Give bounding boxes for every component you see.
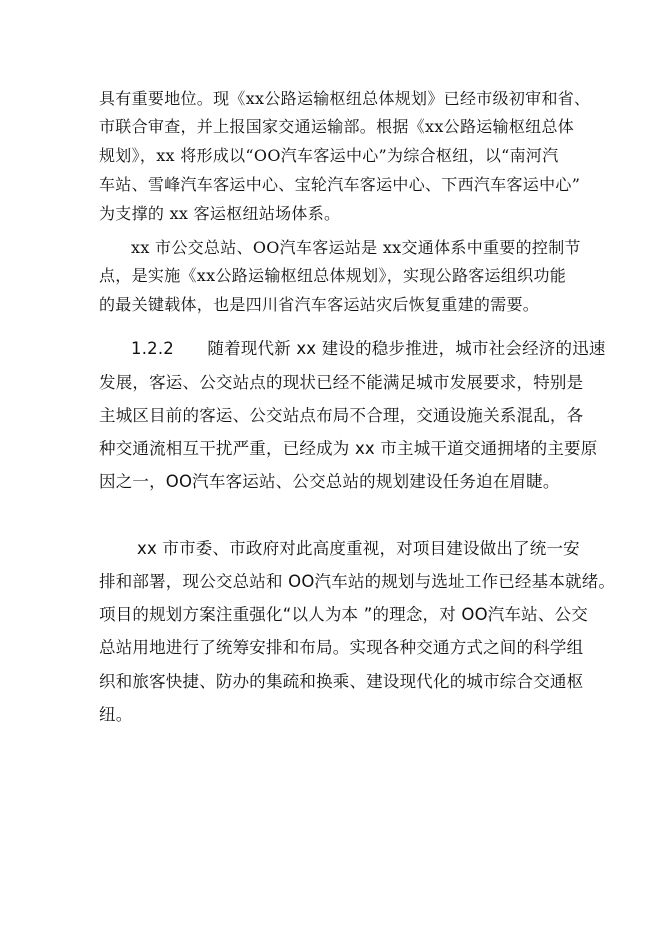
p4-line-1: xx 市市委、市政府对此高度重视，对项目建设做出了统一安 bbox=[137, 539, 580, 558]
p3-line-4: 种交通流相互干扰严重，已经成为 xx 市主城干道交通拥堵的主要原 bbox=[99, 439, 598, 458]
p1-line-5: 为支撑的 xx 客运枢纽站场体系。 bbox=[99, 204, 341, 223]
p4-line-2: 排和部署，现公交总站和 OO汽车站的规划与选址工作已经基本就绪。 bbox=[99, 572, 616, 591]
p2-line-3: 的最关键载体，也是四川省汽车客运站灾后恢复重建的需要。 bbox=[99, 295, 540, 314]
p1-line-2: 市联合审查，并上报国家交通运输部。根据《xx公路运输枢纽总体 bbox=[99, 117, 575, 136]
p1-line-1: 具有重要地位。现《xx公路运输枢纽总体规划》已经市级初审和省、 bbox=[99, 89, 591, 108]
p1-line-3: 规划》，xx 将形成以“OO汽车客运中心”为综合枢纽，以“南河汽 bbox=[99, 146, 559, 165]
p3-line-3: 主城区目前的客运、公交站点布局不合理，交通设施关系混乱，各 bbox=[99, 406, 584, 425]
p4-line-3: 项目的规划方案注重强化“以人为本 ”的理念，对 OO汽车站、公交 bbox=[99, 605, 588, 624]
p4-line-6: 纽。 bbox=[99, 705, 133, 724]
p4-line-5: 织和旅客快捷、防办的集疏和换乘、建设现代化的城市综合交通枢 bbox=[99, 672, 584, 691]
p2-line-1: xx 市公交总站、OO汽车客运站是 xx交通体系中重要的控制节 bbox=[131, 238, 581, 257]
p3-line-5: 因之一，OO汽车客运站、公交总站的规划建设任务迫在眉睫。 bbox=[99, 472, 560, 491]
p3-line-2: 发展，客运、公交站点的现状已经不能满足城市发展要求，特别是 bbox=[99, 373, 584, 392]
p2-line-2: 点，是实施《xx公路运输枢纽总体规划》，实现公路客运组织功能 bbox=[99, 266, 567, 285]
p1-line-4: 车站、雪峰汽车客运中心、宝轮汽车客运中心、下西汽车客运中心” bbox=[99, 175, 581, 194]
p4-line-4: 总站用地进行了统筹安排和布局。实现各种交通方式之间的科学组 bbox=[99, 638, 584, 657]
p3-line-1: 1.2.2 随着现代新 xx 建设的稳步推进，城市社会经济的迅速 bbox=[131, 339, 606, 358]
